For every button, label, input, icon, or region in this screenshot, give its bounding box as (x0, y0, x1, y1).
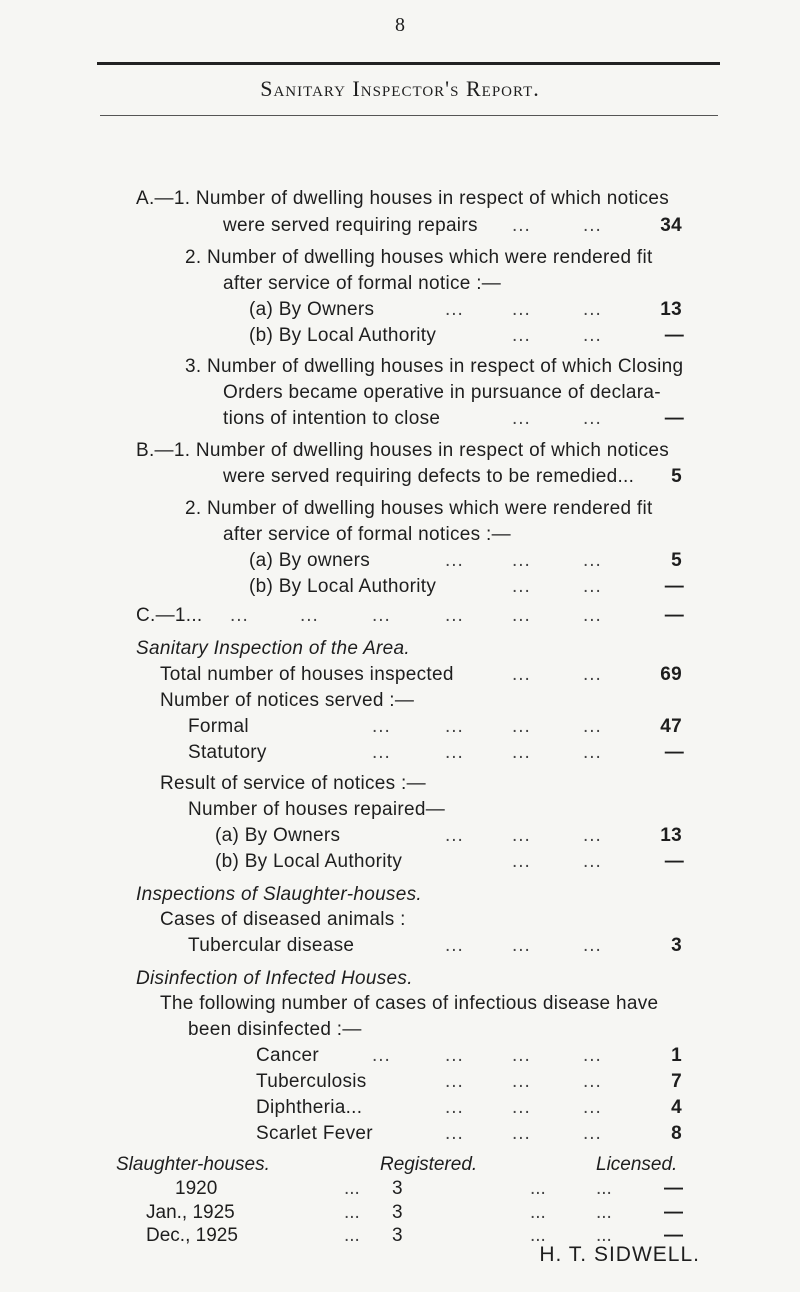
disinfection-item-value: 1 (671, 1045, 682, 1066)
si-b-line: (b) By Local Authority ... ... — (0, 848, 800, 876)
licensed-col-header: Licensed. (596, 1154, 678, 1175)
a2-line1 (0, 244, 800, 272)
repaired-label: Number of houses repaired— (188, 799, 446, 820)
slaughter-heading: Inspections of Slaughter-houses. (136, 884, 422, 905)
b2-text: 2. Number of dwelling houses which were rendered fit (185, 498, 653, 519)
c1-value: — (664, 605, 684, 626)
report-title-text: Sanitary Inspector's Report. (260, 76, 540, 101)
result-line (0, 770, 800, 798)
notices-served-line (0, 687, 800, 715)
slaughter-licensed: — (664, 1178, 683, 1199)
formal-value: 47 (660, 716, 682, 737)
slaughter-registered: 3 (392, 1202, 403, 1223)
b2a-value: 5 (671, 550, 682, 571)
disinfection-item: Cancer ... ... ... ... 1 (0, 1042, 800, 1070)
tb-line: Tubercular disease ... ... ... 3 (0, 932, 800, 960)
a2a-value: 13 (660, 299, 682, 320)
page-number: 8 (395, 14, 405, 36)
si-b-label: (b) By Local Authority (215, 851, 403, 872)
b2b-label: (b) By Local Authority (249, 576, 437, 597)
disinfection-item: Tuberculosis ... ... ... 7 (0, 1068, 800, 1096)
a2b-value: — (664, 325, 684, 346)
b2-text2: after service of formal notices :— (223, 524, 511, 545)
signature: H. T. SIDWELL. (539, 1243, 700, 1266)
b2b-value: — (664, 576, 684, 597)
a3-text3: tions of intention to close (223, 408, 441, 429)
a2-text2: after service of formal notice :— (223, 273, 502, 294)
total-inspected-value: 69 (660, 664, 682, 685)
notices-served-label: Number of notices served :— (160, 690, 415, 711)
a1-text2: were served requiring repairs (223, 215, 478, 236)
a3-line3: tions of intention to close ... ... — (0, 405, 800, 433)
header-rule (97, 62, 720, 65)
slaughter-period: Dec., 1925 (146, 1225, 238, 1246)
disinfection-item-label: Tuberculosis (256, 1071, 367, 1092)
a3-line2 (0, 379, 800, 407)
tb-value: 3 (671, 935, 682, 956)
a1-value: 34 (660, 215, 682, 236)
statutory-line: Statutory ... ... ... ... — (0, 739, 800, 767)
b2-line1 (0, 495, 800, 523)
total-inspected-line: Total number of houses inspected ... ... 69 (0, 661, 800, 689)
a2b-line: (b) By Local Authority ... ... — (0, 322, 800, 350)
slaughter-heading-line (0, 881, 800, 909)
b2-line2 (0, 521, 800, 549)
a2a-label: (a) By Owners (249, 299, 375, 320)
statutory-label: Statutory (188, 742, 267, 763)
sanitary-heading-line (0, 635, 800, 663)
si-a-line: (a) By Owners ... ... ... 13 (0, 822, 800, 850)
disinfection-item-value: 4 (671, 1097, 682, 1118)
disinfection-item-value: 7 (671, 1071, 682, 1092)
a2-line2 (0, 270, 800, 298)
a2b-label: (b) By Local Authority (249, 325, 437, 346)
disinfection-item-label: Cancer (256, 1045, 320, 1066)
title-rule (100, 115, 718, 116)
formal-line: Formal ... ... ... ... 47 (0, 713, 800, 741)
disinfection-item-label: Scarlet Fever (256, 1123, 373, 1144)
disinfection-heading-line (0, 965, 800, 993)
a3-text2: Orders became operative in pursuance of declara- (223, 382, 661, 403)
disinfection-item-value: 8 (671, 1123, 682, 1144)
disinfection-item: Diphtheria... ... ... ... 4 (0, 1094, 800, 1122)
b1-line1 (0, 437, 800, 465)
c1-line: C.—1... ... ... ... ... ... ... — (0, 602, 800, 630)
disinfection-line1 (0, 990, 800, 1018)
cases-line (0, 906, 800, 934)
si-a-value: 13 (660, 825, 682, 846)
slaughter-period: 1920 (175, 1178, 218, 1199)
si-b-value: — (664, 851, 684, 872)
slaughter-registered: 3 (392, 1225, 403, 1246)
si-a-label: (a) By Owners (215, 825, 341, 846)
a3-value: — (664, 408, 684, 429)
disinfection-line2 (0, 1016, 800, 1044)
disinfection-text2: been disinfected :— (188, 1019, 362, 1040)
slaughter-licensed: — (664, 1202, 683, 1223)
b1-value: 5 (671, 466, 682, 487)
slaughter-registered: 3 (392, 1178, 403, 1199)
a1-line2: were served requiring repairs ... ... 34 (0, 212, 800, 240)
disinfection-item-label: Diphtheria... (256, 1097, 363, 1118)
disinfection-item: Scarlet Fever ... ... ... 8 (0, 1120, 800, 1148)
a2a-line: (a) By Owners ... ... ... 13 (0, 296, 800, 324)
b1-line2 (0, 463, 800, 491)
b2a-line: (a) By owners ... ... ... 5 (0, 547, 800, 575)
report-title (0, 76, 800, 102)
total-inspected-label: Total number of houses inspected (160, 664, 454, 685)
formal-label: Formal (188, 716, 249, 737)
b1-text: B.—1. Number of dwelling houses in respect of which notices (136, 440, 670, 461)
slaughter-period: Jan., 1925 (146, 1202, 235, 1223)
a3-text: 3. Number of dwelling houses in respect of which Closing (185, 356, 684, 377)
disinfection-text1: The following number of cases of infectious disease have (160, 993, 659, 1014)
tb-label: Tubercular disease (188, 935, 355, 956)
a3-line1 (0, 353, 800, 381)
a1-text: A.—1. Number of dwelling houses in respect of which notices (136, 188, 670, 209)
disinfection-heading: Disinfection of Infected Houses. (136, 968, 413, 989)
cases-label: Cases of diseased animals : (160, 909, 406, 930)
repaired-line (0, 796, 800, 824)
statutory-value: — (664, 742, 684, 763)
registered-col-header: Registered. (380, 1154, 478, 1175)
c1-label: C.—1... (136, 605, 203, 626)
a1-line1 (0, 185, 800, 213)
b2a-label: (a) By owners (249, 550, 371, 571)
slaughter-licensed: — (664, 1225, 683, 1246)
slaughter-col-header: Slaughter-houses. (116, 1154, 270, 1175)
b2b-line: (b) By Local Authority ... ... — (0, 573, 800, 601)
a2-text: 2. Number of dwelling houses which were rendered fit (185, 247, 653, 268)
b1-text2: were served requiring defects to be remedied... (223, 466, 635, 487)
sanitary-heading: Sanitary Inspection of the Area. (136, 638, 410, 659)
result-label: Result of service of notices :— (160, 773, 426, 794)
